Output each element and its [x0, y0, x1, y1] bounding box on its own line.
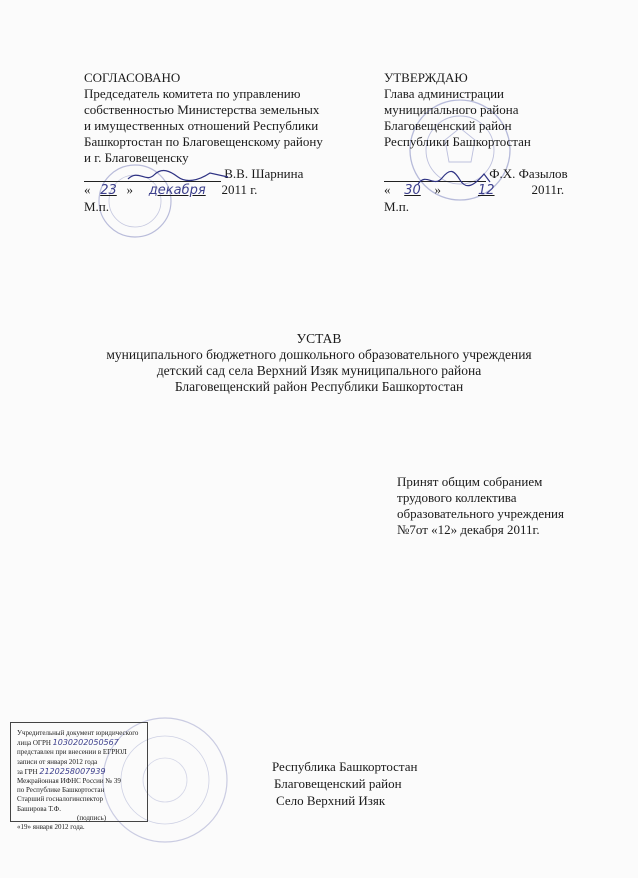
left-approval-line: Башкортостан по Благовещенскому району	[84, 134, 323, 149]
place-line: Республика Башкортостан	[272, 759, 418, 774]
right-approval-line: Благовещенский район	[384, 118, 512, 133]
accepted-line: №7от «12» декабря 2011г.	[397, 522, 540, 537]
registration-line: лица ОГРН 1030202050567	[17, 738, 119, 748]
document-subtitle-line: Благовещенский район Республики Башкортостан	[174, 379, 464, 394]
accepted-line: трудового коллектива	[397, 490, 517, 505]
right-date-day: 30	[404, 183, 421, 198]
registration-line: записи от января 2012 года	[17, 757, 98, 766]
place-line: Благовещенский район	[274, 776, 402, 791]
right-date-year: 2011г.	[531, 182, 565, 197]
registration-line: Межрайонная ИФНС России № 39	[17, 777, 121, 786]
registration-line: Учредительный документ юридического	[17, 729, 139, 737]
spacer	[384, 150, 568, 166]
left-approval-heading: СОГЛАСОВАНО	[84, 70, 181, 85]
registration-line: по Республике Башкортостан	[17, 786, 105, 795]
left-approval-line: Председатель комитета по управлению	[84, 86, 301, 101]
right-date-line: « 30 » 12 2011г.	[384, 182, 565, 198]
accepted-block	[397, 474, 564, 538]
document-subtitle-line: муниципального бюджетного дошкольного образовательного учреждения	[106, 347, 532, 362]
left-approval-line: и г. Благовещенску	[84, 150, 189, 165]
place-block	[272, 758, 417, 809]
left-seal-place: М.п.	[84, 199, 110, 214]
registration-grn: 2120258007939	[39, 766, 106, 776]
registration-stamp	[10, 722, 148, 832]
registration-line: за ГРН 2120258007939	[17, 766, 106, 776]
registration-ogrn: 1030202050567	[52, 738, 119, 748]
accepted-line: Принят общим собранием	[397, 474, 543, 489]
left-signature-name: В.В. Шарнина	[224, 166, 304, 181]
left-date-month: декабря	[148, 183, 206, 198]
left-approval-line: и имущественных отношений Республики	[84, 118, 319, 133]
registration-line: (подпись)	[77, 813, 107, 822]
registration-line: «19» января 2012 года.	[17, 823, 85, 832]
right-seal-place: М.п.	[384, 199, 410, 214]
left-handwritten-signature-icon	[124, 165, 234, 187]
right-handwritten-signature-icon	[414, 166, 494, 192]
right-approval-block	[384, 70, 568, 215]
left-date-line: « 23 » декабря 2011 г.	[84, 182, 258, 198]
right-approval-line: Республики Башкортостан	[384, 134, 531, 149]
right-date-month: 12	[477, 183, 495, 198]
accepted-line: образовательного учреждения	[397, 506, 564, 521]
registration-line: представлен при внесении в ЕГРЮЛ	[17, 748, 127, 757]
left-date-day: 23	[100, 183, 117, 198]
document-subtitle-line: детский сад села Верхний Изяк муниципального района	[156, 363, 482, 378]
document-title-block	[0, 331, 638, 395]
right-signature-name: Ф.Х. Фазылов	[489, 166, 568, 181]
right-approval-heading: УТВЕРЖДАЮ	[384, 70, 468, 85]
left-approval-block	[84, 70, 323, 215]
document-title: УСТАВ	[296, 331, 342, 346]
registration-line: Старший госналогинспектор	[17, 795, 103, 804]
right-approval-line: Глава администрации	[384, 86, 505, 101]
registration-line: Баширова Т.Ф.	[17, 804, 61, 813]
right-approval-line: муниципального района	[384, 102, 519, 117]
left-date-year: 2011 г.	[221, 182, 258, 197]
left-approval-line: собственностью Министерства земельных	[84, 102, 320, 117]
place-line: Село Верхний Изяк	[276, 793, 386, 808]
